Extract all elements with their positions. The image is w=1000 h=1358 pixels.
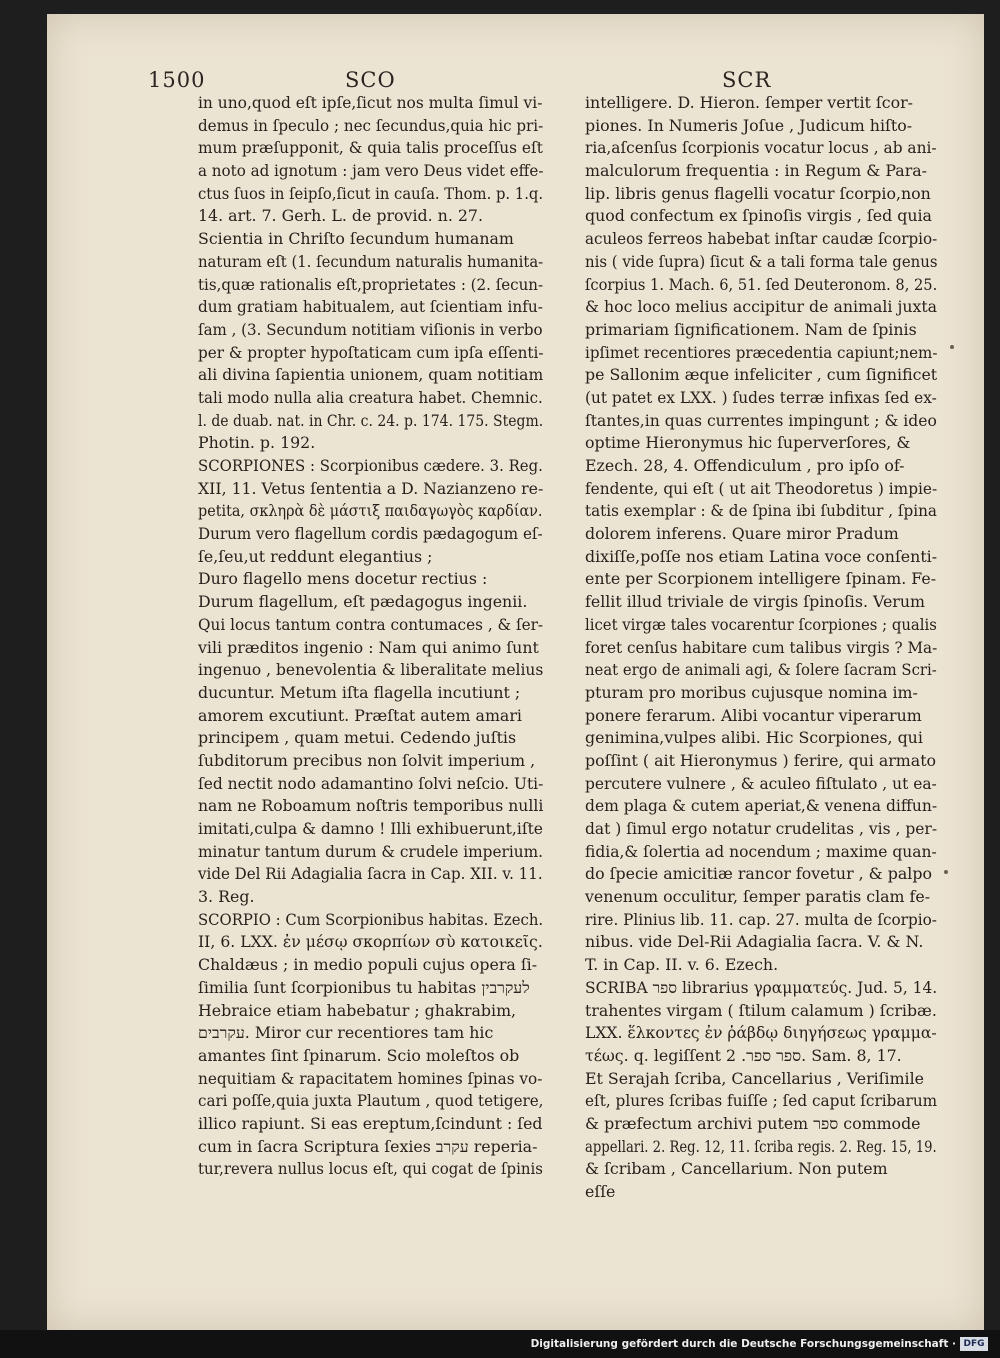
text-line: ente per Scorpionem intelligere ſpinam. Fe- bbox=[585, 569, 937, 589]
text-line: vili præditos ingenio : Nam qui animo ſunt bbox=[198, 637, 539, 657]
text-line: tatis exemplar : & de ſpina ibi ſubditur , ſpina bbox=[585, 501, 937, 521]
text-line: dat ) ſimul ergo notatur crudelitas , vis , per- bbox=[585, 819, 938, 838]
text-line: ducuntur. Metum iſta flagella incutiunt ; bbox=[198, 682, 521, 702]
text-line: quod confectum ex ſpinoſis virgis , ſed quia bbox=[585, 206, 932, 226]
text-line: Chaldæus ; in medio populi cujus opera ſi- bbox=[198, 955, 538, 975]
text-line: dem plaga & cutem aperiat,& venena diffun- bbox=[585, 796, 938, 816]
text-line: ſtantes,in quas currentes impingunt ; & ideo bbox=[585, 410, 937, 430]
text-line: imitati,culpa & damno ! Illi exhibuerunt,iſte bbox=[198, 819, 544, 838]
text-line: Hebraice etiam habebatur ; ghakrabim, bbox=[198, 1000, 517, 1020]
text-line: ſcorpius 1. Mach. 6, 51. ſed Deuteronom. 8, 25. bbox=[585, 274, 938, 294]
text-line: T. in Cap. II. v. 6. Ezech. bbox=[585, 955, 779, 975]
funding-credit: Digitalisierung gefördert durch die Deutsche Forschungsgemeinschaft · bbox=[530, 1338, 956, 1350]
text-line: nis ( vide ſupra) ſicut & a tali forma tale genus bbox=[585, 251, 938, 271]
ink-spot bbox=[944, 870, 948, 874]
dfg-logo: DFG bbox=[960, 1337, 988, 1351]
text-line: pe Sallonim æque infeliciter , cum ſignificet bbox=[585, 365, 938, 385]
text-line: poſſint ( ait Hieronymus ) ferire, qui armato bbox=[585, 750, 937, 770]
text-line: do ſpecie amicitiæ rancor fovetur , & palpo bbox=[585, 864, 932, 884]
text-line: in uno,quod eſt ipſe,ſicut nos multa ſimul vi- bbox=[198, 93, 543, 112]
text-line: tali modo nulla alia creatura habet. Chemnic. bbox=[198, 387, 543, 407]
text-line: Qui locus tantum contra contumaces , & ſer- bbox=[198, 614, 544, 634]
text-line: cum in ſacra Scriptura ſexies עקרב reperia- bbox=[198, 1136, 538, 1156]
text-line: neat ergo de animali agi, & ſolere ſacram Scri- bbox=[585, 660, 937, 680]
text-line: tur,revera nullus locus eſt, qui cogat de ſpinis bbox=[198, 1159, 543, 1179]
text-line: rire. Plinius lib. 11. cap. 27. multa de ſcorpio- bbox=[585, 909, 937, 929]
text-line: lip. libris genus flagelli vocatur ſcorpio,non bbox=[585, 183, 931, 203]
text-line: amorem excutiunt. Præſtat autem amari bbox=[198, 705, 522, 725]
text-line: principem , quam metui. Cedendo juſtis bbox=[198, 728, 517, 748]
text-line: dolorem inferens. Quare miror Pradum bbox=[585, 524, 899, 544]
text-line: tis,quæ rationalis eſt,proprietates : (2. ſecun- bbox=[198, 274, 544, 294]
text-line: (ut patet ex LXX. ) ſudes terræ infixas ſed ex- bbox=[585, 387, 937, 407]
text-line: primariam ſignificationem. Nam de ſpinis bbox=[585, 319, 917, 339]
text-line: Durum flagellum, eſt pædagogus ingenii. bbox=[198, 592, 528, 612]
text-line: Duro flagello mens docetur rectius : bbox=[198, 569, 488, 589]
text-line: LXX. ἕλκοντες ἐν ῥάβδῳ διηγήσεως γραμμα- bbox=[585, 1023, 937, 1043]
text-line: Et Serajah ſcriba, Cancellarius , Veriſimile bbox=[585, 1068, 925, 1088]
right-running-headword: SCR bbox=[722, 68, 772, 92]
text-line: ſam , (3. Secundum notitiam viſionis in verbo bbox=[198, 319, 543, 339]
text-line: ingenuo , benevolentia & liberalitate melius bbox=[198, 660, 544, 680]
text-line: venenum occulitur, ſemper paratis clam fe- bbox=[585, 887, 931, 907]
right-text-column bbox=[585, 92, 937, 1204]
text-line: amantes ſint ſpinarum. Scio moleſtos ob bbox=[198, 1045, 520, 1065]
text-line: ali divina ſapientia unionem, quam notitiam bbox=[198, 365, 544, 385]
text-line: demus in ſpeculo ; nec ſecundus,quia hic pri- bbox=[198, 115, 544, 135]
text-line: optime Hieronymus hic ſuperverſores, & bbox=[585, 433, 911, 453]
text-line: ponere ferarum. Alibi vocantur viperarum bbox=[585, 705, 922, 725]
text-line: fendente, qui eſt ( ut ait Theodoretus ) impie- bbox=[585, 478, 938, 498]
text-line: a noto ad ignotum : jam vero Deus videt effe- bbox=[198, 161, 544, 181]
text-line: & hoc loco melius accipitur de animali juxta bbox=[585, 297, 938, 317]
text-line: SCRIBA ספר librarius γραμματεύς. Jud. 5, 14. bbox=[585, 977, 938, 997]
text-line: ipſimet recentiores præcedentia capiunt;nem- bbox=[585, 342, 938, 362]
text-line: nequitiam & rapacitatem homines ſpinas vo- bbox=[198, 1068, 543, 1088]
text-line: dum gratiam habitualem, aut ſcientiam infu- bbox=[198, 297, 543, 317]
text-line: ſubditorum precibus non ſolvit imperium , bbox=[198, 750, 536, 770]
text-line: appellari. 2. Reg. 12, 11. ſcriba regis. 2. Reg. 15, 19. bbox=[585, 1136, 937, 1156]
text-line: Scientia in Chriſto ſecundum humanam bbox=[198, 229, 514, 249]
text-line: עקרבים. Miror cur recentiores tam hic bbox=[198, 1023, 494, 1043]
text-line: piones. In Numeris Joſue , Judicum hiſto- bbox=[585, 115, 913, 135]
text-line: XII, 11. Vetus ſententia a D. Nazianzeno re- bbox=[198, 478, 544, 498]
text-line: genimina,vulpes alibi. Hic Scorpiones, qui bbox=[585, 728, 923, 748]
text-line: mum præſupponit, & quia talis proceſſus eſt bbox=[198, 138, 543, 158]
text-line: & præfectum archivi putem ספר commode bbox=[585, 1113, 921, 1133]
text-line: SCORPIONES : Scorpionibus cædere. 3. Reg. bbox=[198, 456, 543, 475]
text-line: licet virgæ tales vocarentur ſcorpiones ; qualis bbox=[585, 614, 937, 634]
text-line: Durum vero flagellum cordis pædagogum eſ- bbox=[198, 524, 543, 544]
text-line: fellit illud triviale de virgis ſpinoſis. Verum bbox=[585, 592, 926, 612]
text-line: ria,aſcenſus ſcorpionis vocatur locus , ab ani- bbox=[585, 138, 937, 158]
text-line: dixiſſe,poſſe nos etiam Latina voce conſenti- bbox=[585, 546, 938, 566]
text-line: Photin. p. 192. bbox=[198, 433, 316, 453]
text-line: foret cenſus habitare cum talibus virgis ? Ma- bbox=[585, 637, 938, 657]
text-line: 3. Reg. bbox=[198, 887, 255, 907]
ink-spot bbox=[950, 345, 954, 349]
text-line: ſed nectit nodo adamantino ſolvi neſcio. Uti- bbox=[198, 773, 544, 793]
text-line: 14. art. 7. Gerh. L. de provid. n. 27. bbox=[198, 206, 483, 226]
text-line: eſſe bbox=[585, 1182, 616, 1201]
text-line: nam ne Roboamum noſtris temporibus nulli bbox=[198, 796, 544, 816]
text-line: minatur tantum durum & crudele imperium. bbox=[198, 841, 543, 861]
text-line: ctus ſuos in ſeipſo,ſicut in cauſa. Thom. p. 1.q. bbox=[198, 183, 544, 203]
text-line: ſimilia ſunt ſcorpionibus tu habitas לעקרבין bbox=[198, 977, 530, 997]
text-line: petita, σκληρὰ δὲ μάστιξ παιδαγωγὸς καρδίαν. bbox=[198, 501, 543, 521]
text-line: II, 6. LXX. ἐν μέσῳ σκορπίων σὺ κατοικεῖς. bbox=[198, 932, 543, 952]
text-line: SCORPIO : Cum Scorpionibus habitas. Ezech. bbox=[198, 909, 544, 929]
text-line: fidia,& ſolertia ad nocendum ; maxime quan- bbox=[585, 841, 937, 861]
text-line: Ezech. 28, 4. Offendiculum , pro ipſo of- bbox=[585, 456, 905, 475]
text-line: naturam eſt (1. ſecundum naturalis humanita- bbox=[198, 251, 544, 271]
text-line: eſt, plures ſcribas fuiſſe ; ſed caput ſcribarum bbox=[585, 1091, 938, 1111]
text-line: cari poſſe,quia juxta Plautum , quod tetigere, bbox=[198, 1091, 544, 1111]
text-line: malculorum frequentia : in Regum & Para- bbox=[585, 161, 928, 181]
text-line: & ſcribam , Cancellarium. Non putem bbox=[585, 1159, 888, 1179]
text-line: aculeos ferreos habebat inſtar caudæ ſcorpio- bbox=[585, 229, 938, 249]
left-text-column bbox=[198, 92, 543, 1181]
text-line: illico rapiunt. Si eas ereptum,ſcindunt : ſed bbox=[198, 1113, 543, 1133]
text-line: intelligere. D. Hieron. ſemper vertit ſcor- bbox=[585, 93, 913, 112]
text-line: l. de duab. nat. in Chr. c. 24. p. 174. 175. Stegm. bbox=[198, 410, 544, 430]
page-number: 1500 bbox=[148, 68, 206, 92]
text-line: percutere vulnere , & aculeo fiſtulato , ut ea- bbox=[585, 773, 937, 793]
text-line: nibus. vide Del-Rii Adagialia ſacra. V. & N. bbox=[585, 932, 924, 952]
left-running-headword: SCO bbox=[345, 68, 396, 92]
text-line: τέως. q. legiſſent ספר ספר. 2. Sam. 8, 17. bbox=[585, 1045, 902, 1065]
text-line: ſe,ſeu,ut reddunt elegantius ; bbox=[198, 546, 433, 566]
text-line: trahentes virgam ( ſtilum calamum ) ſcribæ. bbox=[585, 1000, 937, 1020]
text-line: pturam pro moribus cujusque nomina im- bbox=[585, 682, 918, 702]
text-line: vide Del Rii Adagialia ſacra in Cap. XII. v. 11. bbox=[198, 864, 543, 884]
text-line: per & propter hypoſtaticam cum ipſa eſſenti- bbox=[198, 342, 544, 362]
